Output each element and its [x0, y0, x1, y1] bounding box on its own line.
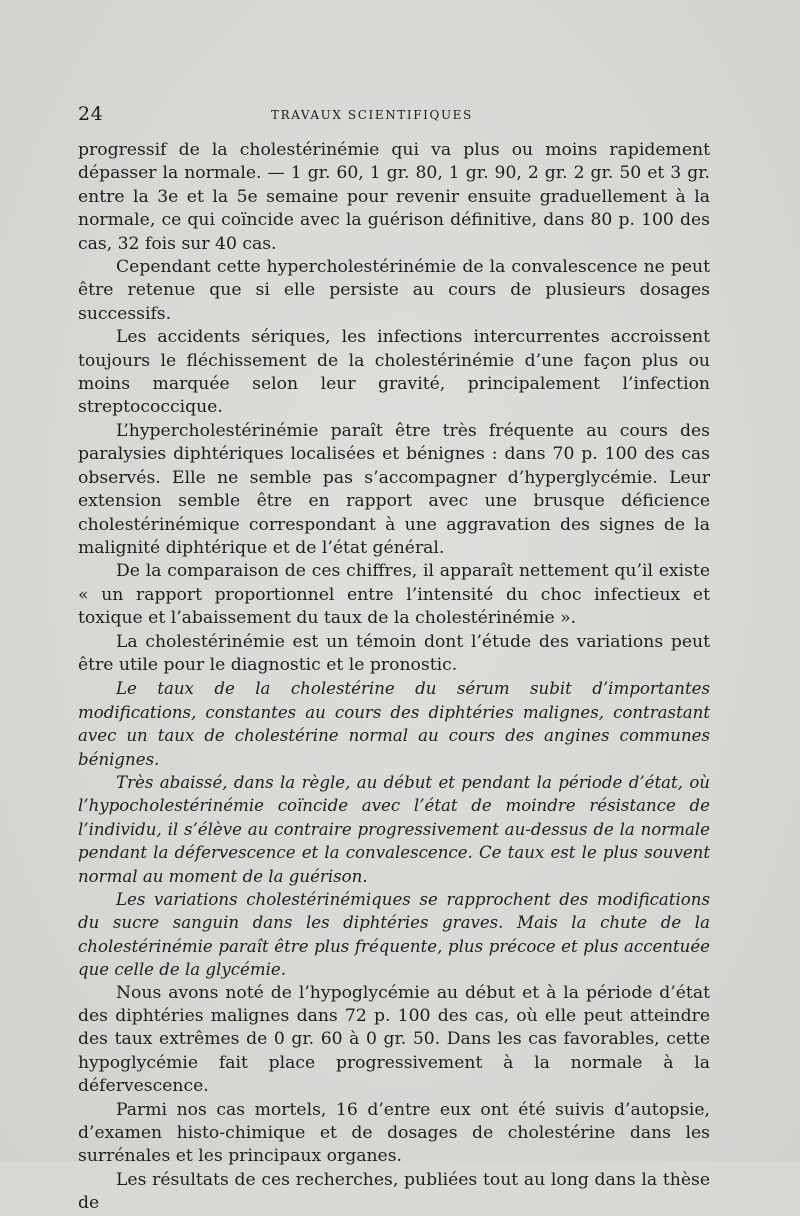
paragraph: De la comparaison de ces chiffres, il apparaît nettement qu’il existe « un rapport proportionnel entre l’intensité du choc infectieux et toxique et l’abaissement du taux de la cholestérinémie ».	[78, 561, 710, 629]
paragraph-continuation: progressif de la cholestérinémie qui va plus ou moins rapidement dépasser la normale. — 1 gr. 60, 1 gr. 80, 1 gr. 90, 2 gr. 2 gr. 50 et 3 gr. entre la 3e et la 5e semaine pour revenir ensuite graduellement à la normale, ce qui coïncide avec la guérison définitive, dans 80 p. 100 des cas, 32 fois sur 40 cas.	[78, 140, 710, 254]
paragraph: Cependant cette hypercholestérinémie de la convalescence ne peut être retenue que si elle persiste au cours de plusieurs dosages successifs.	[78, 257, 710, 324]
paragraph-truncated: Les résultats de ces recherches, publiées tout au long dans la thèse de	[78, 1169, 710, 1214]
paragraph: Parmi nos cas mortels, 16 d’entre eux ont été suivis d’autopsie, d’examen histo-chimique et de dosages de cholestérine dans les surrénales et les principaux organes.	[78, 1099, 710, 1167]
italic-conclusion-paragraph: Très abaissé, dans la règle, au début et pendant la période d’état, où l’hypocholestérinémie coïncide avec l’état de moindre résistance de l’individu, il s’élève au contraire progressivement au-dessus de la normale pendant la défervescence et la convalescence. Ce taux est le plus souvent normal au moment de la guérison.	[78, 772, 710, 886]
italic-conclusion-paragraph: Les variations cholestérinémiques se rapprochent des modifications du sucre sanguin dans les diphtéries graves. Mais la chute de la cholestérinémie paraît être plus fréquente, plus précoce et plus accentuée que celle de la glycémie.	[78, 890, 710, 980]
running-title: TRAVAUX SCIENTIFIQUES	[271, 108, 473, 122]
page-header	[78, 103, 718, 127]
paragraph: L’hypercholestérinémie paraît être très fréquente au cours des paralysies diphtériques localisées et bénignes : dans 70 p. 100 des cas observés. Elle ne semble pas s’accompagner d’hyperglycémie. Leur extension semble être en rapport avec une brusque déficience cholestérinémique correspondant à une aggravation des signes de la malignité diphtérique et de l’état général.	[78, 420, 710, 558]
page-number: 24	[78, 103, 104, 125]
body-text	[78, 139, 710, 1216]
paragraph: La cholestérinémie est un témoin dont l’étude des variations peut être utile pour le diagnostic et le pronostic.	[78, 631, 710, 675]
paragraph: Nous avons noté de l’hypoglycémie au début et à la période d’état des diphtéries malignes dans 72 p. 100 des cas, où elle peut atteindre des taux extrêmes de 0 gr. 60 à 0 gr. 50. Dans les cas favorables, cette hypoglycémie fait place progressivement à la normale à la défervescence.	[78, 982, 710, 1097]
italic-conclusion-paragraph: Le taux de la cholestérine du sérum subit d’importantes modifications, constantes au cours des diphtéries malignes, contrastant avec un taux de cholestérine normal au cours des angines communes bénignes.	[78, 679, 710, 769]
paragraph: Les accidents sériques, les infections intercurrentes accroissent toujours le fléchissement de la cholestérinémie d’une façon plus ou moins marquée selon leur gravité, principalement l’infection streptococcique.	[78, 327, 710, 418]
